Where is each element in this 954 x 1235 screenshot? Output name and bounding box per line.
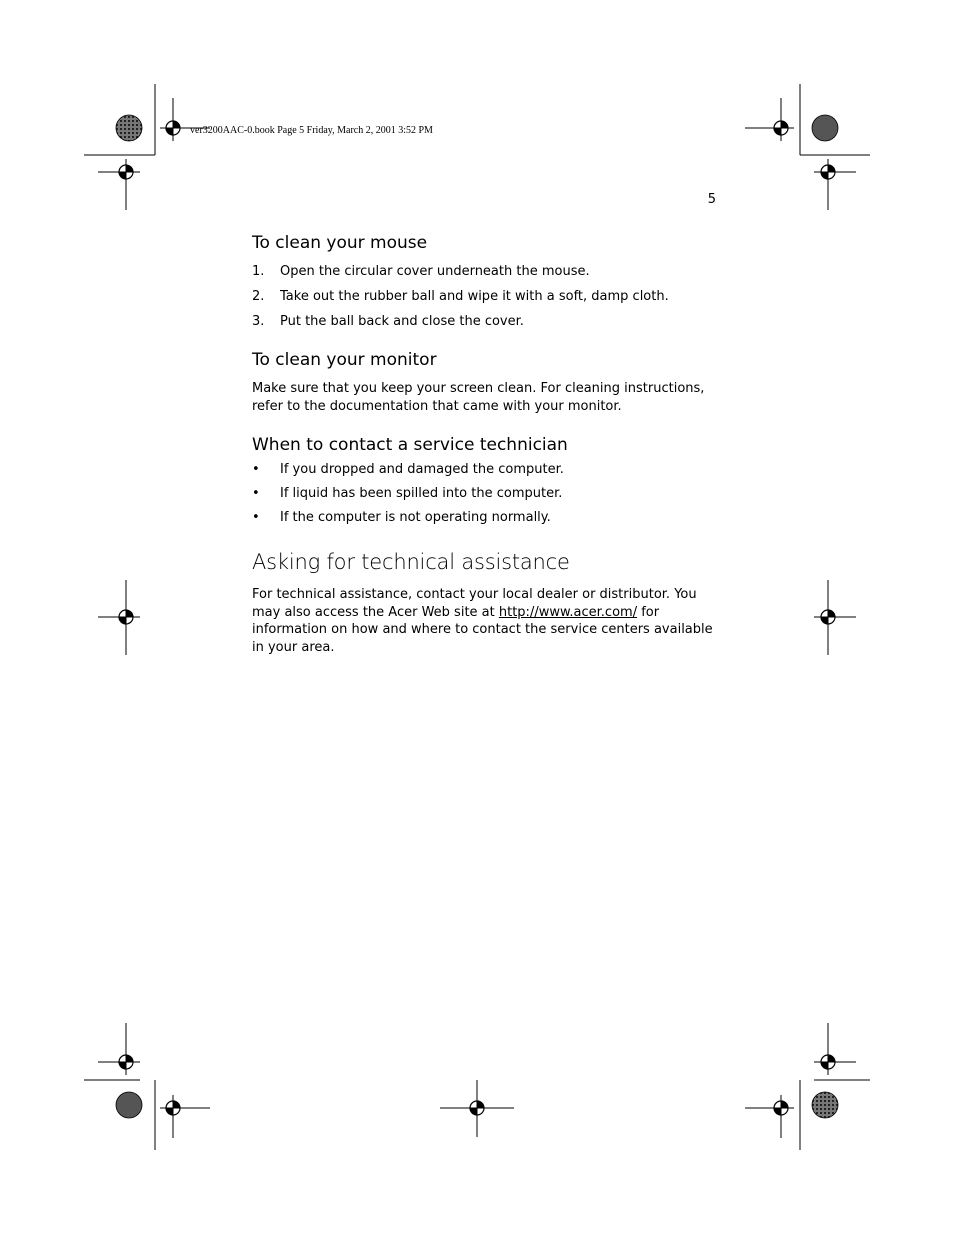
list-marker: 3. xyxy=(252,314,265,329)
list-item xyxy=(252,313,722,330)
list-marker: 2. xyxy=(252,289,265,304)
section-service-technician xyxy=(252,434,722,526)
body-paragraph: Make sure that you keep your screen clean. For cleaning instructions, refer to the documentation that came with your monitor. xyxy=(252,381,705,414)
section-clean-mouse xyxy=(252,232,722,330)
list-item-text: If the computer is not operating normally. xyxy=(280,510,551,525)
book-slug-line: ver3200AAC-0.book Page 5 Friday, March 2, 2001 3:52 PM xyxy=(190,125,433,136)
list-item xyxy=(252,263,722,280)
color-bar-circle-icon xyxy=(812,1092,838,1118)
section-title: To clean your monitor xyxy=(252,350,437,370)
list-item xyxy=(252,509,722,526)
paragraph-text: for information on how and where to contact the service centers available in your area. xyxy=(252,604,713,655)
bullet-marker: • xyxy=(252,486,260,501)
color-bar-circle-icon xyxy=(116,115,142,141)
bullet-marker: • xyxy=(252,462,260,477)
chapter-heading: Asking for technical assistance xyxy=(252,550,570,574)
list-item-text: Open the circular cover underneath the mouse. xyxy=(280,264,590,279)
section-clean-monitor xyxy=(252,349,722,415)
color-bar-circle-icon xyxy=(812,115,838,141)
page-number: 5 xyxy=(707,192,716,207)
acer-website-link[interactable]: http://www.acer.com/ xyxy=(498,604,638,620)
color-bar-circle-icon xyxy=(116,1092,142,1118)
section-title: To clean your mouse xyxy=(252,233,428,253)
list-item-text: If liquid has been spilled into the computer. xyxy=(280,486,563,501)
list-item-text: Take out the rubber ball and wipe it with a soft, damp cloth. xyxy=(280,289,669,304)
numbered-steps xyxy=(252,263,722,330)
list-marker: 1. xyxy=(252,264,265,279)
section-technical-assistance xyxy=(252,548,722,656)
body-paragraph xyxy=(252,586,722,656)
section-title: When to contact a service technician xyxy=(252,435,568,455)
list-item-text: If you dropped and damaged the computer. xyxy=(280,462,564,477)
paragraph-text: For technical assistance, contact your local dealer or distributor. You may also access the Acer Web site at xyxy=(252,587,697,620)
list-item xyxy=(252,461,722,478)
bullet-marker: • xyxy=(252,510,260,525)
page-content xyxy=(252,232,722,656)
list-item xyxy=(252,288,722,305)
list-item xyxy=(252,485,722,502)
bullet-list xyxy=(252,461,722,526)
list-item-text: Put the ball back and close the cover. xyxy=(280,314,524,329)
